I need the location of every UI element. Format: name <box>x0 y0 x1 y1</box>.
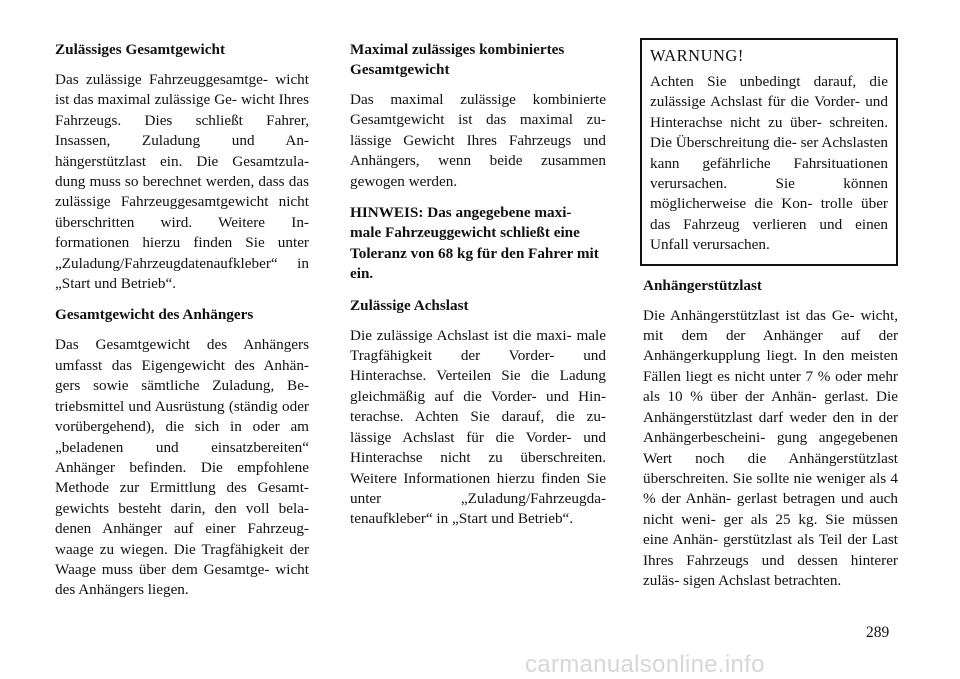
paragraph-achslast: Die zulässige Achslast ist die maxi- male Tragfähigkeit der Vorder- und Hinterachse. Verteilen Sie die Ladung gleichmäßig auf die Vorder- und Hin- terachse. Achten Sie darauf, die zu- lässige Achslast für die Vorder- und Hinterachse nicht zu überschreiten. Weitere Informationen hierzu finden Sie unter „Zuladung/Fahrzeugda- tenaufkleber“ in „Start und Betrieb“. <box>350 326 606 528</box>
paragraph-stuetzlast: Die Anhängerstützlast ist das Ge- wicht, mit dem der Anhänger auf der Anhängerkupplung liegt. In den meisten Fällen liegt es nicht unter 7 % oder mehr als 10 % über der Anhän- gerlast. Die Anhängerstützlast darf weder den in der Anhängerbescheini- gung angegebenen Wert noch die Anhängerstützlast überschreiten. Sie sollte nie weniger als 4 % der Anhän- gerlast betragen und auch nicht weni- ger als 25 kg. Sie müssen eine Anhän- gerstützlast als Teil der Last Ihres Fahrzeugs und dessen hinterer zuläs- sigen Achslast betrachten. <box>643 306 898 589</box>
warning-box <box>640 38 898 266</box>
column-middle <box>350 40 606 541</box>
heading-zulaessige-achslast: Zulässige Achslast <box>350 296 469 314</box>
paragraph-gesamtgewicht: Das zulässige Fahrzeuggesamtge- wicht ist das maximal zulässige Ge- wicht Ihres Fahrzeugs. Dies schließt Fahrer, Insassen, Zuladung und An- hängerstützlast ein. Die Gesamtzula- dung muss so berechnet werden, dass das zulässige Fahrzeuggesamtgewicht nicht überschritten wird. Weitere In- formationen hierzu finden Sie unter „Zuladung/Fahrzeugdatenaufkleber“ in „Start und Betrieb“. <box>55 71 309 293</box>
heading-zulaessiges-gesamtgewicht: Zulässiges Gesamtgewicht <box>55 41 226 58</box>
watermark: carmanualsonline.info <box>525 651 765 678</box>
paragraph-kombiniertes: Das maximal zulässige kombinierte Gesamtgewicht ist das maximal zu- lässige Gewicht Ihres Fahrzeugs und Anhängers, wenn beide zusammen gewogen werden. <box>350 91 606 190</box>
heading-kombiniertes-gesamtgewicht: Maximal zulässiges kombiniertes Gesamtgewicht <box>350 41 565 78</box>
paragraph-anhaenger: Das Gesamtgewicht des Anhängers umfasst das Eigengewicht des Anhän- gers sowie sämtliche Zuladung, Be- triebsmittel und Ausrüstung (ständig oder vorübergehend), die sich in oder am „beladenen und einsatzbereiten“ Anhänger befinden. Die empfohlene Methode zur Ermittlung des Gesamt- gewichts besteht darin, den voll bela- denen Anhänger auf einer Fahrzeug- waage zu wiegen. Die Tragfähigkeit der Waage muss über dem Gesamtge- wicht des Anhängers liegen. <box>55 336 309 599</box>
heading-gesamtgewicht-anhaenger: Gesamtgewicht des Anhängers <box>55 306 254 324</box>
warning-title: WARNUNG! <box>650 46 744 65</box>
note-hinweis: HINWEIS: Das angegebene maxi- male Fahrzeuggewicht schließt eine Toleranz von 68 kg für den Fahrer mit ein. <box>350 204 599 283</box>
column-left <box>55 40 309 612</box>
warning-text: Achten Sie unbedingt darauf, die zulässige Achslast für die Vorder- und Hinterachse nicht zu über- schreiten. Die Überschreitung die- ser Achslasten kann gefährliche Fahrsituationen verursachen. Sie können möglicherweise die Kon- trolle über das Fahrzeug verlieren und einen Unfall verursachen. <box>650 73 888 254</box>
page-number: 289 <box>866 624 890 641</box>
column-right <box>643 40 898 602</box>
heading-anhaengerstuetzlast: Anhängerstützlast <box>643 276 762 294</box>
